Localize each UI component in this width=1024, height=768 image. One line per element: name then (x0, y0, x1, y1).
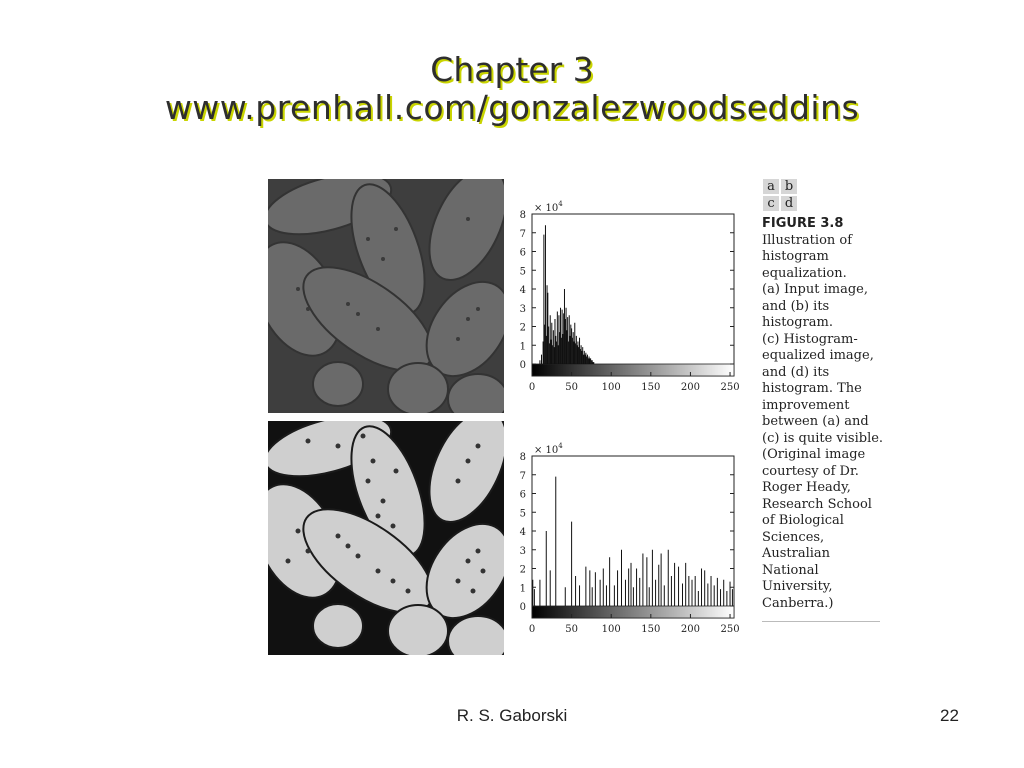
x-tick-label: 150 (641, 382, 661, 393)
y-tick-label: 2 (519, 564, 526, 576)
y-scale-exponent: 4 (558, 200, 563, 208)
caption-line: (a) Input image, (762, 282, 868, 297)
y-tick-label: 5 (519, 508, 526, 520)
y-tick-label: 2 (519, 322, 526, 334)
y-tick-label: 5 (519, 266, 526, 278)
caption-line: (c) is quite visible. (762, 430, 884, 446)
y-tick-label: 1 (519, 583, 526, 595)
caption-line: Canberra.) (762, 595, 834, 611)
figure-caption-block (762, 178, 892, 612)
caption-line: and (d) its (762, 364, 830, 380)
x-tick-label: 250 (720, 382, 740, 393)
caption-divider (762, 621, 880, 622)
caption-line: between (a) and (762, 414, 869, 429)
x-tick-label: 200 (680, 382, 700, 393)
panel-letter: a (762, 178, 780, 195)
y-tick-label: 8 (519, 452, 526, 463)
y-tick-label: 7 (519, 470, 526, 482)
caption-line: histogram. The (762, 381, 862, 396)
figure-caption-text (762, 233, 892, 613)
x-tick-label: 200 (680, 624, 700, 635)
y-tick-label: 7 (519, 228, 526, 240)
y-scale-base: × 10 (534, 445, 559, 456)
y-tick-label: 4 (519, 527, 526, 538)
panel-letter: c (762, 195, 780, 212)
page-number: 22 (940, 706, 959, 725)
slide-title: Chapter 3 (430, 50, 594, 89)
panel-letter: d (780, 195, 798, 212)
caption-line: National (762, 562, 819, 578)
y-scale-label (534, 200, 563, 214)
caption-line: equalization. (762, 265, 847, 281)
caption-line: courtesy of Dr. (762, 463, 859, 479)
figure-label: FIGURE 3.8 (762, 216, 844, 231)
x-tick-label: 250 (720, 624, 740, 635)
caption-line: University, (762, 579, 833, 594)
caption-line: Roger Heady, (762, 480, 851, 495)
x-tick-label: 100 (601, 382, 621, 393)
caption-line: and (b) its (762, 298, 830, 314)
caption-line: Australian (762, 546, 831, 561)
caption-line: Illustration of (762, 232, 853, 248)
histogram-b (512, 200, 742, 404)
caption-line: of Biological (762, 513, 844, 528)
caption-line: (Original image (762, 447, 866, 462)
y-tick-label: 0 (519, 360, 526, 371)
input-image-a (268, 179, 504, 413)
x-tick-label: 100 (601, 624, 621, 635)
caption-line: Research School (762, 496, 872, 512)
x-tick-label: 50 (565, 624, 578, 635)
equalized-image-c (268, 421, 504, 655)
caption-line: histogram (762, 249, 829, 264)
panel-letter-grid (762, 178, 892, 212)
y-tick-label: 6 (519, 489, 526, 501)
y-tick-label: 4 (519, 285, 526, 296)
y-tick-label: 3 (519, 545, 526, 557)
x-tick-label: 0 (528, 382, 536, 393)
y-tick-label: 0 (519, 602, 526, 613)
caption-line: improvement (762, 397, 850, 413)
y-scale-exponent: 4 (558, 442, 563, 450)
y-scale-base: × 10 (534, 203, 559, 214)
histogram-d (512, 442, 742, 646)
y-tick-label: 3 (519, 303, 526, 315)
intensity-gradient-bar (532, 364, 734, 376)
footer-author: R. S. Gaborski (456, 706, 568, 725)
caption-line: (c) Histogram- (762, 331, 858, 347)
y-tick-label: 1 (519, 341, 526, 353)
slide-subtitle-url: www.prenhall.com/gonzalezwoodseddins (164, 88, 860, 127)
caption-line: histogram. (762, 315, 833, 330)
panel-letter: b (780, 178, 798, 195)
y-tick-label: 8 (519, 210, 526, 221)
x-tick-label: 50 (565, 382, 578, 393)
caption-line: equalized image, (762, 348, 874, 363)
intensity-gradient-bar (532, 606, 734, 618)
caption-line: Sciences, (762, 529, 825, 545)
y-scale-label (534, 442, 563, 456)
y-tick-label: 6 (519, 247, 526, 259)
x-tick-label: 0 (528, 624, 536, 635)
x-tick-label: 150 (641, 624, 661, 635)
